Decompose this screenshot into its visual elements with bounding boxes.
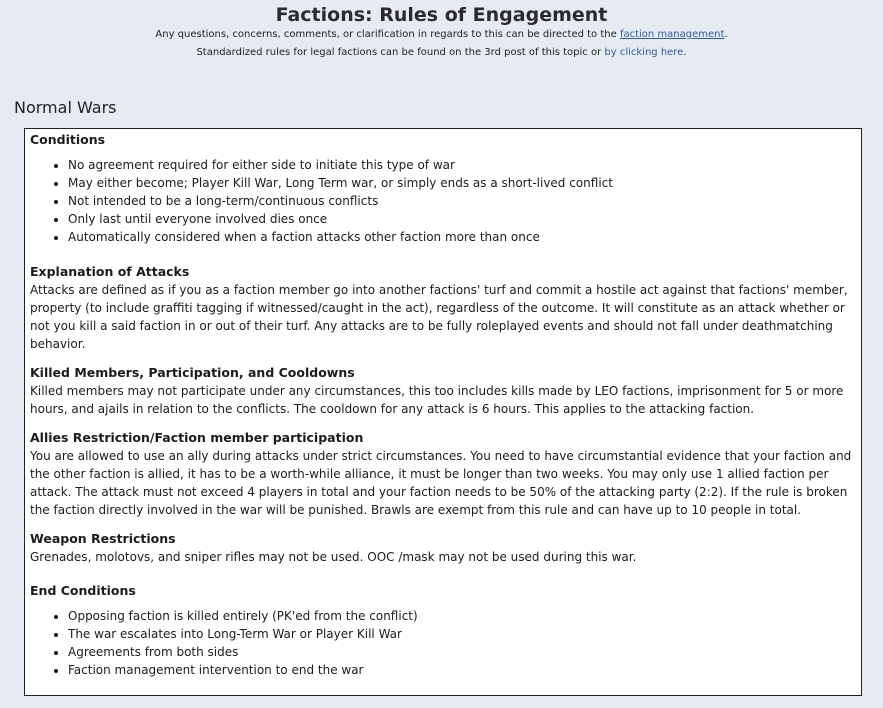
subtitle-2-end: . — [683, 47, 687, 58]
end-conditions-list — [30, 607, 855, 679]
list-item: • Opposing faction is killed entirely (PK'ed from the conflict) — [68, 607, 855, 625]
killed-text: Killed members may not participate under any circumstances, this too includes kills made by LEO factions, imprisonment for 5 or more hours, and ajails in relation to the conflicts. The cooldown for any attack is 6 hours. This applies to the attacking faction. — [30, 384, 844, 416]
weapons-text: Grenades, molotovs, and sniper rifles may not be used. OOC /mask may not be used during this war. — [30, 550, 637, 564]
allies-text: You are allowed to use an ally during attacks under strict circumstances. You need to have circumstantial evidence that your faction and the other faction is allied, it has to be a worth-while alliance, it must be longer than two weeks. You may only use 1 allied faction per attack. The attack must not exceed 4 players in total and your faction needs to be 50% of the attacking party (2:2). If the rule is broken the faction directly involved in the war will be punished. Brawls are exempt from this rule and can have up to 10 people in total. — [30, 449, 852, 517]
list-item: • May either become; Player Kill War, Long Term war, or simply ends as a short-lived conflict — [68, 174, 855, 192]
subtitle-1-end: . — [724, 29, 728, 40]
section-title: Normal Wars — [14, 98, 117, 117]
page-title: Factions: Rules of Engagement — [275, 4, 608, 26]
list-item: • No agreement required for either side to initiate this type of war — [68, 156, 855, 174]
allies-heading: Allies Restriction/Faction member participation — [30, 430, 364, 445]
standardized-rules-link[interactable]: by clicking here — [604, 47, 684, 58]
end-heading: End Conditions — [30, 583, 136, 598]
list-item: • Agreements from both sides — [68, 643, 855, 661]
attacks-text: Attacks are defined as if you as a faction member go into another factions' turf and commit a hostile act against that factions' member, property (to include graffiti tagging if witnessed/caught in the act), regardless of the outcome. It will constitute as an attack whether or not you kill a said faction in or out of their turf. Any attacks are to be fully roleplayed events and should not fall under deathmatching behavior. — [30, 283, 848, 351]
list-item: • Not intended to be a long-term/continuous conflicts — [68, 192, 855, 210]
attacks-heading: Explanation of Attacks — [30, 264, 190, 279]
list-item: • The war escalates into Long-Term War or Player Kill War — [68, 625, 855, 643]
weapons-heading: Weapon Restrictions — [30, 531, 176, 546]
conditions-heading: Conditions — [30, 132, 106, 147]
page-header — [0, 0, 883, 62]
faction-management-link[interactable]: faction management — [619, 29, 725, 40]
killed-heading: Killed Members, Participation, and Cooldowns — [30, 365, 355, 380]
list-item: • Only last until everyone involved dies once — [68, 210, 855, 228]
list-item: • Faction management intervention to end the war — [68, 661, 855, 679]
list-item: • Automatically considered when a faction attacks other faction more than once — [68, 228, 855, 246]
conditions-list — [30, 156, 855, 246]
rules-box — [24, 128, 862, 696]
subtitle-line-1 — [0, 26, 883, 44]
subtitle-1-text: Any questions, concerns, comments, or clarification in regards to this can be directed to the — [155, 29, 620, 40]
subtitle-2-text: Standardized rules for legal factions can be found on the 3rd post of this topic or — [196, 47, 605, 58]
subtitle-line-2 — [0, 44, 883, 62]
